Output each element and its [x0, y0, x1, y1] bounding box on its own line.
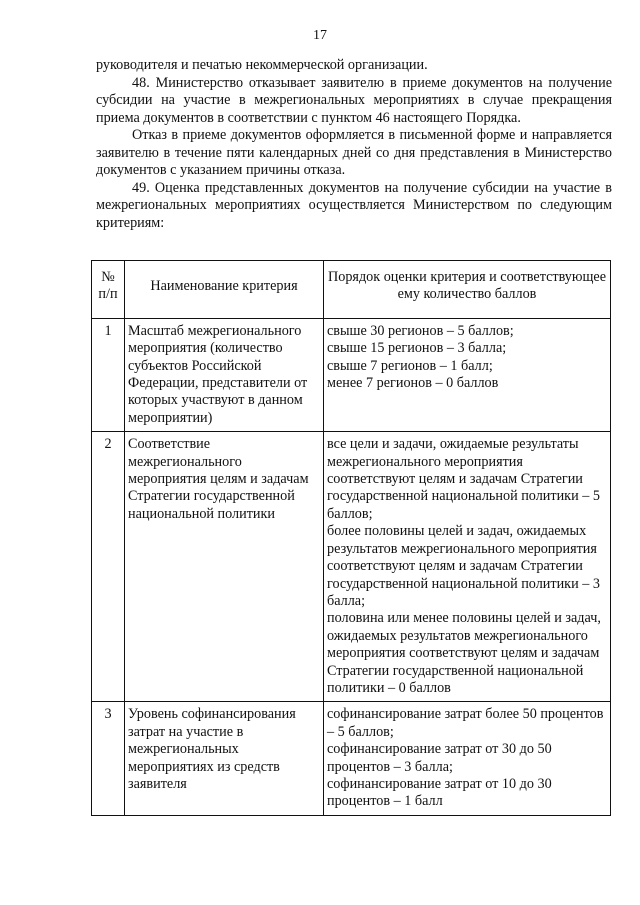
table-header-row — [92, 261, 611, 319]
body-text — [96, 57, 612, 232]
scoring-line: менее 7 регионов – 0 баллов — [327, 375, 499, 392]
criterion-scoring — [324, 702, 611, 815]
table-row — [92, 432, 611, 702]
table-row — [92, 702, 611, 815]
criterion-scoring — [324, 432, 611, 702]
criteria-table — [91, 260, 611, 816]
scoring-line: более половины целей и задач, ожидаемых результатов межрегионального мероприятия соответствуют целям и задачам Стратегии государственной национальной политики – 3 балла; — [327, 523, 600, 609]
paragraph-continuation: руководителя и печатью некоммерческой организации. — [96, 57, 428, 73]
paragraph-refusal: Отказ в приеме документов оформляется в письменной форме и направляется заявителю в течение пяти календарных дней со дня представления в Министерство документов с указанием причины отказа. — [96, 127, 612, 178]
header-number: № п/п — [92, 261, 125, 319]
criterion-name: Уровень софинансирования затрат на участие в межрегиональных мероприятиях из средств заявителя — [125, 702, 324, 815]
criterion-name: Соответствие межрегионального мероприятия целям и задачам Стратегии государственной национальной политики — [125, 432, 324, 702]
scoring-line: свыше 15 регионов – 3 балла; — [327, 340, 507, 357]
header-evaluation-order: Порядок оценки критерия и соответствующее ему количество баллов — [324, 261, 611, 319]
criterion-scoring — [324, 318, 611, 431]
table-row — [92, 318, 611, 431]
scoring-line: все цели и задачи, ожидаемые результаты межрегионального мероприятия соответствуют целям и задачам Стратегии государственной национальной политики – 5 баллов; — [327, 436, 600, 522]
scoring-line: свыше 30 регионов – 5 баллов; — [327, 322, 514, 339]
paragraph-49: 49. Оценка представленных документов на получение субсидии на участие в межрегиональных мероприятиях осуществляется Министерством по следующим критериям: — [96, 179, 612, 231]
scoring-line: свыше 7 регионов – 1 балл; — [327, 357, 493, 374]
scoring-line: половина или менее половины целей и задач, ожидаемых результатов межрегионального мероприятия соответствуют целям и задачам Стратегии государственной национальной политики – 0 баллов — [327, 610, 601, 696]
page-number: 17 — [313, 28, 327, 43]
scoring-line: софинансирование затрат от 10 до 30 процентов – 1 балл — [327, 775, 552, 810]
criterion-name: Масштаб межрегионального мероприятия (количество субъектов Российской Федерации, представители от которых участвуют в данном мероприятии) — [125, 318, 324, 431]
row-number: 1 — [92, 318, 125, 431]
row-number: 3 — [92, 702, 125, 815]
row-number: 2 — [92, 432, 125, 702]
paragraph-48: 48. Министерство отказывает заявителю в приеме документов на получение субсидии на участие в межрегиональных мероприятиях в случае прекращения приема документов в соответствии с пунктом 46 настоящего Порядка. — [96, 74, 612, 126]
scoring-line: софинансирование затрат от 30 до 50 процентов – 3 балла; — [327, 741, 552, 775]
header-criterion-name: Наименование критерия — [125, 261, 324, 319]
scoring-line: софинансирование затрат более 50 процентов – 5 баллов; — [327, 706, 604, 740]
